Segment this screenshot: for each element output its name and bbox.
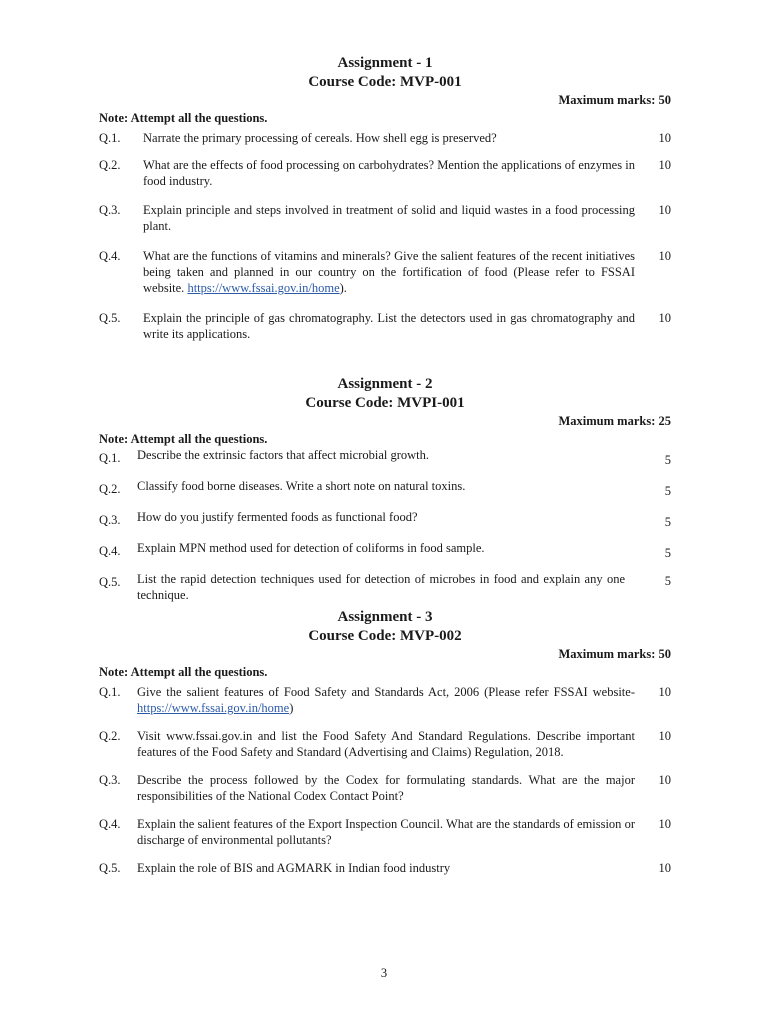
question-text: Describe the process followed by the Codex for formulating standards. What are the major responsibilities of the National Codex Contact Point? xyxy=(137,773,635,803)
question-number: Q.2. xyxy=(99,158,121,172)
question-marks: 10 xyxy=(658,861,671,875)
fssai-link[interactable]: https://www.fssai.gov.in/home xyxy=(137,701,290,715)
question-number: Q.4. xyxy=(99,249,121,263)
question-text: Visit www.fssai.gov.in and list the Food Safety And Standard Regulations. Describe important features of the Food Safety and Standard (Advertising and Claims) Regulation, 2018. xyxy=(137,729,635,759)
maximum-marks: Maximum marks: 50 xyxy=(558,647,671,661)
assignment-title: Assignment - 3 xyxy=(337,609,433,625)
question-row xyxy=(99,772,671,804)
question-marks: 10 xyxy=(658,311,671,325)
question-marks: 5 xyxy=(664,574,671,588)
question-text xyxy=(137,684,635,716)
question-number: Q.3. xyxy=(99,773,121,787)
maximum-marks: Maximum marks: 50 xyxy=(558,93,671,107)
question-marks: 5 xyxy=(664,453,671,467)
fssai-link[interactable]: https://www.fssai.gov.in/home xyxy=(187,281,340,295)
question-number: Q.5. xyxy=(99,861,121,875)
question-row xyxy=(99,684,671,716)
question-marks: 10 xyxy=(658,729,671,743)
assignment-title: Assignment - 1 xyxy=(337,55,433,71)
question-text-part: ). xyxy=(339,281,347,295)
question-text: Narrate the primary processing of cereals. How shell egg is preserved? xyxy=(143,131,497,145)
note: Note: Attempt all the questions. xyxy=(99,432,268,446)
question-number: Q.4. xyxy=(99,544,121,558)
question-row xyxy=(99,571,671,603)
question-text-part: Give the salient features of Food Safety and Standards Act, 2006 (Please refer FSSAI website- xyxy=(137,685,635,699)
question-row xyxy=(99,540,671,561)
question-number: Q.4. xyxy=(99,817,121,831)
question-number: Q.5. xyxy=(99,575,121,589)
question-text: Explain principle and steps involved in treatment of solid and liquid wastes in a food processing plant. xyxy=(143,203,635,233)
question-marks: 10 xyxy=(658,249,671,263)
question-text-part: ) xyxy=(289,701,294,715)
question-text: Describe the extrinsic factors that affect microbial growth. xyxy=(137,448,430,462)
question-number: Q.2. xyxy=(99,729,121,743)
question-row xyxy=(99,310,671,342)
assignment-3 xyxy=(99,608,671,876)
question-marks: 10 xyxy=(658,203,671,217)
question-row xyxy=(99,447,671,468)
question-row xyxy=(99,816,671,848)
question-row xyxy=(99,130,671,146)
question-marks: 5 xyxy=(664,546,671,560)
question-marks: 10 xyxy=(658,773,671,787)
assignment-title: Assignment - 2 xyxy=(337,376,433,392)
question-number: Q.2. xyxy=(99,482,121,496)
question-row xyxy=(99,728,671,760)
question-text: Classify food borne diseases. Write a short note on natural toxins. xyxy=(137,479,466,493)
maximum-marks: Maximum marks: 25 xyxy=(558,414,671,428)
course-code: Course Code: MVP-001 xyxy=(308,74,462,90)
assignment-2 xyxy=(99,375,671,603)
question-text: Explain the salient features of the Export Inspection Council. What are the standards of emission or discharge of environmental pollutants? xyxy=(137,817,635,847)
question-text: Explain the principle of gas chromatography. List the detectors used in gas chromatography and write its applications. xyxy=(143,311,635,341)
course-code: Course Code: MVP-002 xyxy=(308,628,462,644)
question-number: Q.1. xyxy=(99,131,121,145)
question-marks: 10 xyxy=(658,131,671,145)
question-row xyxy=(99,157,671,189)
question-text: How do you justify fermented foods as functional food? xyxy=(137,510,418,524)
course-code: Course Code: MVPI-001 xyxy=(305,395,465,411)
question-text: List the rapid detection techniques used for detection of microbes in food and explain any one technique. xyxy=(137,572,625,602)
question-number: Q.3. xyxy=(99,513,121,527)
page-number: 3 xyxy=(380,966,388,980)
assignment-1 xyxy=(99,54,671,342)
question-text: Explain the role of BIS and AGMARK in Indian food industry xyxy=(137,861,451,875)
question-marks: 10 xyxy=(658,158,671,172)
question-number: Q.5. xyxy=(99,311,121,325)
question-row xyxy=(99,248,671,296)
question-marks: 10 xyxy=(658,685,671,699)
note: Note: Attempt all the questions. xyxy=(99,111,268,125)
question-number: Q.1. xyxy=(99,685,121,699)
question-row xyxy=(99,478,671,499)
question-text: Explain MPN method used for detection of coliforms in food sample. xyxy=(137,541,485,555)
question-row xyxy=(99,202,671,234)
question-text xyxy=(143,248,635,296)
question-marks: 5 xyxy=(664,484,671,498)
question-row xyxy=(99,860,671,876)
question-marks: 5 xyxy=(664,515,671,529)
question-number: Q.1. xyxy=(99,451,121,465)
question-marks: 10 xyxy=(658,817,671,831)
question-text-part: What are the functions of vitamins and minerals? Give the salient features of the recent initiatives being taken and planned in our country on the fortification of food (Please refer to FSSAI website. xyxy=(143,249,635,295)
note: Note: Attempt all the questions. xyxy=(99,665,268,679)
question-row xyxy=(99,509,671,530)
question-text: What are the effects of food processing on carbohydrates? Mention the applications of enzymes in food industry. xyxy=(143,158,635,188)
question-number: Q.3. xyxy=(99,203,121,217)
